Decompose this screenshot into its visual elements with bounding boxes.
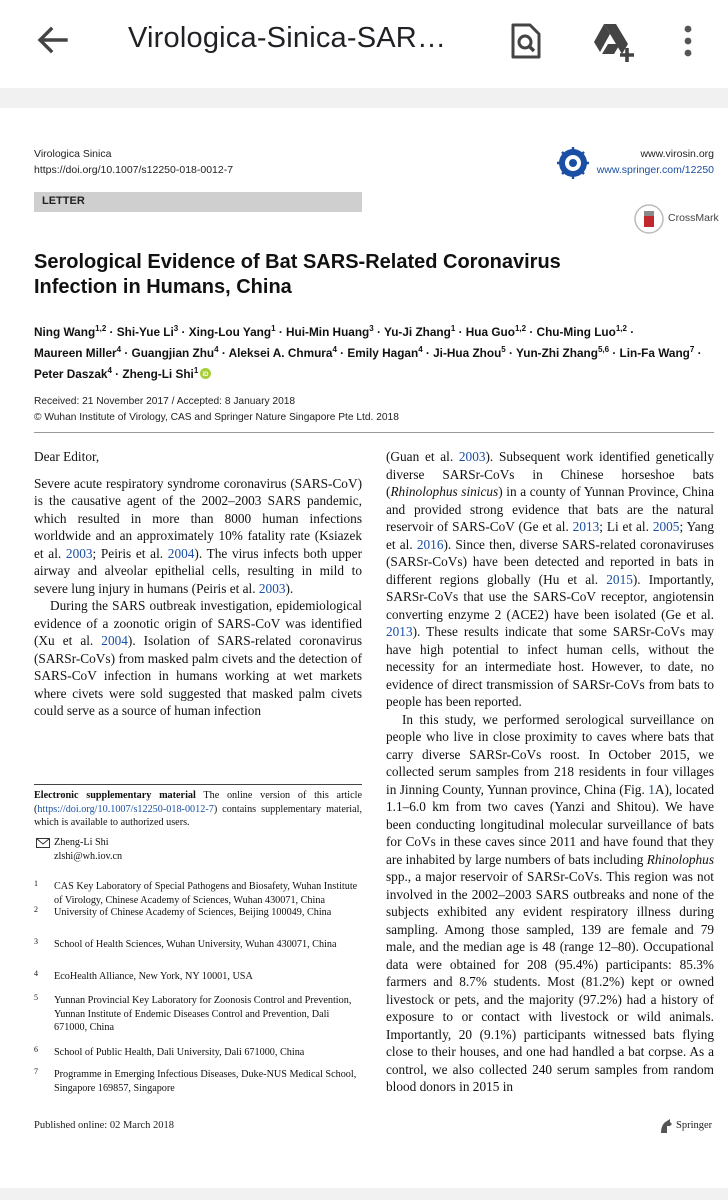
corresponding-author: Zheng-Li Shi <box>54 837 109 848</box>
affiliation <box>34 1046 362 1060</box>
text-segment: ). Isolation of SARS-related coronavirus (SARSr-CoVs) from masked palm civets and the detection of SARS-CoV infection in humans working at wet markets where civets were sold suggested that masked palm civets could serve as a source of human infection <box>34 633 363 718</box>
esm-lead: Electronic supplementary material <box>34 790 196 801</box>
affiliation-text: School of Health Sciences, Wuhan University, Wuhan 430071, China <box>54 939 337 950</box>
email-icon <box>36 838 50 848</box>
author: Zheng-Li Shi$^1$ <box>122 365 199 381</box>
crossmark-icon <box>634 204 664 234</box>
published-date: Published online: 02 March 2018 <box>34 1120 174 1131</box>
publisher-name: Springer <box>676 1120 713 1131</box>
affiliation-number: 3 <box>34 937 38 946</box>
article-dates <box>34 394 634 426</box>
text-segment: ; Li et al. <box>599 519 653 534</box>
affiliation-text: Yunnan Provincial Key Laboratory for Zoonosis Control and Prevention, Yunnan Institute of Endemic Diseases Control and Prevention, Dali 671000, China <box>54 995 352 1033</box>
springer-site-link[interactable]: www.springer.com/12250 <box>596 164 714 176</box>
affiliation-text: EcoHealth Alliance, New York, NY 10001, USA <box>54 971 253 982</box>
back-arrow-icon[interactable] <box>34 22 70 58</box>
esm-link[interactable]: https://doi.org/10.1007/s12250-018-0012-7 <box>37 803 214 815</box>
author: Yun-Zhi Zhang$^{5,6}$ <box>516 344 610 360</box>
affiliation <box>34 906 362 920</box>
article-type-label: LETTER <box>34 192 362 212</box>
author: Peter Daszak$^4$ <box>34 365 112 381</box>
divider <box>34 432 714 433</box>
corresponding-email[interactable]: zlshi@wh.iov.cn <box>54 850 123 862</box>
author-affiliation: 3 <box>173 324 179 333</box>
author: Yu-Ji Zhang$^1$ <box>383 324 456 339</box>
text-segment: ; Peiris et al. <box>92 545 168 561</box>
reference-link[interactable]: 2013 <box>386 624 413 639</box>
author-affiliation: 7 <box>689 344 695 354</box>
journal-site-link[interactable]: www.virosin.org <box>640 148 714 160</box>
reference-link[interactable]: 2004 <box>101 633 128 648</box>
author-list: Ning Wang$^{1,2}$ · Shi-Yue $Li^3$ · Xing-Lou Yang$^1$ · Hui-Min Huang$^3$ · Yu-Ji Zhang$^1$ · Hua Guo$^{1,2}$ · Chu-Ming Luo$^{1,2}$ · Maureen Miller$^4$ · Guangjian Zhu$^4$ · Aleksei A. Chmura$^4$ · Emily Hagan$^4$ · Ji-Hua Zhou$^5$ · Yun-Zhi Zhang$^{5,6}$ · Lin-Fa Wang$^7$ · Peter Daszak$^4$ · Zheng-Li Shi$^1$ iD <box>34 324 702 381</box>
more-options-icon[interactable] <box>678 24 698 60</box>
author: Aleksei A. Chmura$^4$ <box>228 344 337 360</box>
right-column <box>386 448 714 1096</box>
text-segment: ). The virus infects both upper airway and alveolar epithelial cells, resulting in mild to severe lung injury in humans (Peiris et al. <box>34 545 363 596</box>
affiliation-number: 1 <box>34 879 38 888</box>
author: Ning Wang$^{1,2}$ <box>34 324 107 339</box>
affiliation-number: 2 <box>34 905 38 914</box>
reference-link[interactable]: 2003 <box>458 449 486 464</box>
springer-horse-icon <box>658 1118 674 1134</box>
article-doi[interactable]: https://doi.org/10.1007/s12250-018-0012-7 <box>34 164 234 176</box>
article-title: Serological Evidence of Bat SARS-Related Coronavirus Infection in Humans, China <box>34 251 561 298</box>
author: Maureen Miller$^4$ <box>34 344 122 360</box>
affiliation-number: 7 <box>34 1067 38 1076</box>
esm-text-2: ) contains supplementary material, which is available to authorized users. <box>34 803 362 828</box>
species-name: Rhinolophus sinicus <box>390 484 499 499</box>
author-affiliation: 4 <box>107 365 112 375</box>
crossmark-label: CrossMark <box>668 212 719 224</box>
reference-link[interactable]: 2004 <box>167 545 195 561</box>
text-segment: (Guan et al. <box>386 449 459 464</box>
esm-text-1: The online version of this article ( <box>34 790 363 815</box>
affiliation <box>34 994 362 1035</box>
author-affiliation: 1,2 <box>615 324 627 333</box>
affiliation-number: 4 <box>34 969 38 978</box>
author: Xing-Lou Yang$^1$ <box>188 324 276 339</box>
author-affiliation: 4 <box>214 344 219 354</box>
text-segment: ) in a county of Yunnan Province, China and provided strong evidence that bats are the natural reservoir of SARS-CoV (Ge et al. <box>386 484 714 534</box>
affiliation <box>34 938 362 952</box>
author: Ji-Hua Zhou$^5$ <box>433 344 506 360</box>
author-affiliation: 1 <box>271 324 276 333</box>
svg-text:iD: iD <box>202 371 209 378</box>
text-segment: ). These results indicate that some SARSr-CoVs may have high potential to infect human cells, without the necessity for an intermediate host. However, to date, no evidence of direct transmission of SARSr-CoVs from bats to people has been reported. <box>386 624 714 709</box>
reference-link[interactable]: 2016 <box>416 536 444 552</box>
author: Chu-Ming Luo$^{1,2}$ <box>536 324 627 339</box>
text-segment: In this study, we performed serological surveillance on people who live in close proximity to caves where bats that carry diverse SARSr-CoVs roost. In October 2015, we collected serum samples from 218 residents in four villages in Jinning County, Yunnan province, China (Fig. <box>386 711 714 797</box>
author: Hui-Min Huang$^3$ <box>286 324 374 339</box>
text-segment: ). Importantly, SARSr-CoVs that use the SARS-CoV receptor, angiotensin converting enzyme 2 (ACE2) have been isolated (Ge et al. <box>386 571 714 622</box>
reference-link[interactable]: 2003 <box>258 580 286 596</box>
text-segment: ). Since then, diverse SARS-related coronaviruses (SARSr-CoVs) have been detected and reported in bats in different regions globally (Hu et al. <box>386 536 714 587</box>
received-accepted: Received: 21 November 2017 / Accepted: 8 January 2018 <box>34 396 296 407</box>
affiliation-text: Programme in Emerging Infectious Diseases, Duke-NUS Medical School, Singapore 169857, Singapore <box>54 1069 357 1094</box>
add-to-drive-icon[interactable] <box>592 22 636 62</box>
author-affiliation: 1 <box>193 365 199 375</box>
text-segment: During the SARS outbreak investigation, epidemiological evidence of a zoonotic origin of SARS-CoV was identified (Xu et al. <box>34 598 362 648</box>
affiliation <box>34 1068 362 1095</box>
reference-link[interactable]: 2003 <box>65 545 93 561</box>
reference-link[interactable]: 1 <box>648 781 655 797</box>
paragraph-2 <box>34 597 362 720</box>
affiliation-text: University of Chinese Academy of Sciences, Beijing 100049, China <box>54 907 332 918</box>
text-segment: Severe acute respiratory syndrome coronavirus (SARS-CoV) is the causative agent of the 2002–2003 SARS pandemic, which resulted in more than 8000 human infections worldwide and an approximately 10% fatality rate (Ksiazek et al. <box>34 475 362 561</box>
text-segment: ). Subsequent work identified genetically diverse SARSr-CoVs in Chinese horseshoe bats ( <box>386 449 714 499</box>
author-affiliation: 1,2 <box>95 324 107 333</box>
salutation: Dear Editor, <box>34 449 100 464</box>
paragraph-1 <box>34 475 362 598</box>
author: Emily Hagan$^4$ <box>347 344 423 360</box>
text-segment: spp., a major reservoir of SARSr-CoVs. This region was not involved in the 2002–2003 SARS outbreaks and none of the subjects exhibited any evident respiratory illness during sampling. Among those sampled, 139 are female and 79 male, and the median age is 48 (range 12–80). Occupational data were obtained for 208 (95.4%) participants: 85.3% farmers and 8.7% students. Most (81.2%) kept or owned livestock or pets, and the majority (97.2%) had a history of exposure to or contact with livestock or wild animals. Importantly, 20 (9.1%) participants witnessed bats flying close to their houses, and one had handled a bat corpse. As a control, we also collected 240 serum samples from random blood donors in 2015 in <box>386 869 714 1094</box>
species-name: Rhinolophus <box>646 851 714 867</box>
affiliation-text: School of Public Health, Dali University, Dali 671000, China <box>54 1047 305 1058</box>
paragraph-4 <box>386 711 714 1096</box>
app-bar <box>0 0 728 88</box>
affiliation <box>34 880 362 907</box>
affiliation-number: 5 <box>34 993 38 1002</box>
author-affiliation: 4 <box>332 344 337 354</box>
supplementary-note <box>34 784 362 830</box>
find-in-page-icon[interactable] <box>508 22 544 60</box>
author-affiliation: 3 <box>369 324 374 333</box>
author-affiliation: 5 <box>501 344 506 354</box>
author-affiliation: 4 <box>116 344 122 354</box>
journal-name: Virologica Sinica <box>34 148 112 160</box>
author: Hua Guo$^{1,2}$ <box>465 324 527 339</box>
reference-link[interactable]: 2015 <box>606 571 633 587</box>
author-affiliation: 5,6 <box>597 344 610 354</box>
author: Lin-Fa Wang$^7$ <box>619 344 695 360</box>
author-affiliation: 1 <box>450 324 456 333</box>
orcid-icon[interactable] <box>198 367 211 381</box>
correspondence <box>34 836 362 863</box>
affiliation-number: 6 <box>34 1045 38 1054</box>
text-segment: ). <box>285 580 294 596</box>
author: Shi-Yue Li$^3$ <box>116 324 179 339</box>
author: Guangjian Zhu$^4$ <box>131 344 219 360</box>
author-affiliation: 1,2 <box>514 324 527 333</box>
text-segment: A), located 1.1–6.0 km from two caves (Yanzi and Shitou). We have been conducting longitudinal molecular surveillance of bats for CoVs in these caves since 2011 and have found that they are inhabited by large numbers of bats including <box>386 781 714 867</box>
author-affiliation: 4 <box>418 344 423 354</box>
reference-link[interactable]: 2013 <box>572 519 600 534</box>
text-segment: ; Yang et al. <box>386 519 714 552</box>
copyright-line: © Wuhan Institute of Virology, CAS and Springer Nature Singapore Pte Ltd. 2018 <box>34 412 399 423</box>
reference-link[interactable]: 2005 <box>652 519 680 534</box>
document-title: Virologica-Sinica-SAR… <box>128 22 447 54</box>
affiliation-text: CAS Key Laboratory of Special Pathogens and Biosafety, Wuhan Institute of Virology, Chinese Academy of Sciences, Wuhan 430071, China <box>54 881 358 906</box>
affiliation <box>34 970 362 984</box>
crossmark-badge[interactable] <box>634 204 718 234</box>
left-column <box>34 448 362 720</box>
paragraph-3 <box>386 448 714 711</box>
